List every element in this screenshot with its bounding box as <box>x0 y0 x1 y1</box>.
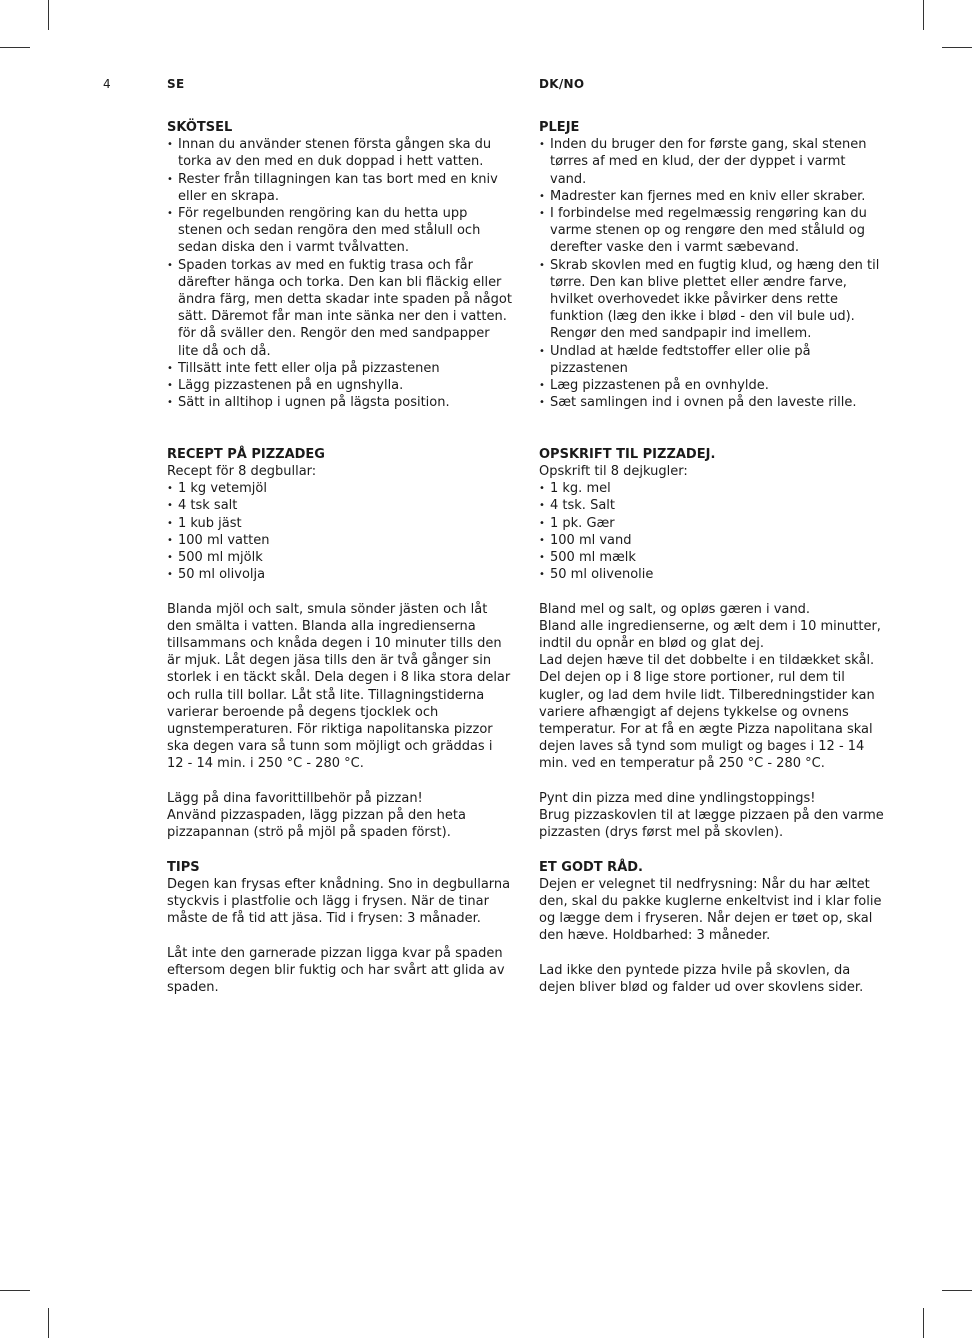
care-section-dk <box>539 119 884 411</box>
tips-section-dk <box>539 859 884 997</box>
list-item: • Undlad at hælde fedtstoffer eller olie på pizzastenen <box>539 343 884 377</box>
list-item: • Madrester kan fjernes med en kniv eller skraber. <box>539 188 884 205</box>
list-item: • 1 kub jäst <box>167 515 512 532</box>
ingredient-list-se <box>167 480 512 583</box>
list-item: • Inden du bruger den for første gang, skal stenen tørres af med en klud, der der dyppet i varmt vand. <box>539 136 884 188</box>
tips-heading-se: TIPS <box>167 859 200 875</box>
list-item: • Innan du använder stenen första gången ska du torka av den med en duk doppad i hett vatten. <box>167 136 512 170</box>
list-item: • 1 kg. mel <box>539 480 884 497</box>
list-item: • 500 ml mjölk <box>167 549 512 566</box>
list-item: • Sätt in alltihop i ugnen på lägsta position. <box>167 394 512 411</box>
recipe-intro-dk: Opskrift til 8 dejkugler: <box>539 464 688 480</box>
list-item: • Spaden torkas av med en fuktig trasa och får därefter hänga och torka. Den kan bli fläckig eller ändra färg, men detta skadar inte spaden på något sätt. Däremot får man inte sänka ner den i vatten. för då sväller den. Rengör den med sandpapper lite då och då. <box>167 257 512 360</box>
tips-paragraph-se: Degen kan frysas efter knådning. Sno in degbullarna styckvis i plastfolie och lägg i frysen. När de tinar måste de få tid att jäsa. Tid i frysen: 3 månader. <box>167 876 511 927</box>
recipe-serve-dk: Pynt din pizza med dine yndlingstoppings! Brug pizzaskovlen til at lægge pizzaen på den varme pizzasten (drys først mel på skovlen). <box>539 790 884 841</box>
recipe-section-dk <box>539 446 884 842</box>
recipe-section-se <box>167 446 512 842</box>
care-heading-se: SKÖTSEL <box>167 120 233 135</box>
list-item: • 100 ml vatten <box>167 532 512 549</box>
list-item: • Lägg pizzastenen på en ugnshylla. <box>167 377 512 394</box>
crop-mark-bottom-left-horizontal <box>0 1290 30 1291</box>
tips-paragraph-dk: Dejen er velegnet til nedfrysning: Når du har æltet den, skal du pakke kuglerne enkeltvist ind i klar folie og lægge dem i fryseren. Når dejen er tøet op, skal den hæve. Holdbarhed: 3 måneder. <box>539 876 882 944</box>
list-item: • Rester från tillagningen kan tas bort med en kniv eller en skrapa. <box>167 171 512 205</box>
recipe-intro-se: Recept för 8 degbullar: <box>167 464 317 480</box>
list-item: • 1 pk. Gær <box>539 515 884 532</box>
list-item: • 100 ml vand <box>539 532 884 549</box>
crop-mark-bottom-right-horizontal <box>942 1290 972 1291</box>
care-heading-dk: PLEJE <box>539 120 580 135</box>
tips-section-se <box>167 859 512 997</box>
list-item: • 50 ml olivenolie <box>539 566 884 583</box>
recipe-serve-se: Lägg på dina favorittillbehör på pizzan! Använd pizzaspaden, lägg pizzan på den heta pizzapannan (strö på mjöl på spaden först). <box>167 790 466 841</box>
list-item: • Sæt samlingen ind i ovnen på den laveste rille. <box>539 394 884 411</box>
list-item: • För regelbunden rengöring kan du hetta upp stenen och sedan rengöra den med stålull och sedan diska den i varmt tvålvatten. <box>167 205 512 257</box>
list-item: • I forbindelse med regelmæssig rengøring kan du varme stenen op og rengøre den med ståluld og derefter vaske den i varmt sæbevand. <box>539 205 884 257</box>
list-item: • Skrab skovlen med en fugtig klud, og hæng den til tørre. Den kan blive plettet eller ændre farve, hvilket overhovedet ikke påvirker dens rette funktion (læg den ikke i blød - den vil bule ud). Rengør den med sandpapir ind imellem. <box>539 257 884 343</box>
list-item: • 4 tsk. Salt <box>539 497 884 514</box>
recipe-heading-dk: OPSKRIFT TIL PIZZADEJ. <box>539 446 716 462</box>
crop-mark-top-left-horizontal <box>0 47 30 48</box>
page-number: 4 <box>103 77 111 91</box>
language-label-se: SE <box>167 77 185 91</box>
recipe-method-se: Blanda mjöl och salt, smula sönder jästen och låt den smälta i vatten. Blanda alla ingredienserna tillsammans och knåda degen i 10 minuter tills den är mjuk. Låt degen jäsa tills den är två gånger sin storlek i en täckt skål. Dela degen i 8 lika stora delar och rulla till bollar. Låt stå lite. Tillagningstiderna varierar beroende på degens tjocklek och ugnstemperaturen. För riktiga napolitanska pizzor ska degen vara så tunn som möjligt och gräddas i 12 - 14 min. i 250 °C - 280 °C. <box>167 601 511 772</box>
list-item: • 50 ml olivolja <box>167 566 512 583</box>
care-list-se <box>167 136 512 411</box>
list-item: • 1 kg vetemjöl <box>167 480 512 497</box>
recipe-method-dk: Bland mel og salt, og opløs gæren i vand. Bland alle ingredienserne, og ælt dem i 10 minutter, indtil du opnår en blød og glat dej. Lad dejen hæve til det dobbelte i en tildækket skål. Del dejen op i 8 lige store portioner, rul dem til kugler, og lad dem hvile lidt. Tilberedningstider kan variere afhængigt af dejens tykkelse og ovnens temperatur. For at få en ægte Pizza napolitana skal dejen laves så tynd som muligt og bages i 12 - 14 min. ved en temperatur på 250 °C - 280 °C. <box>539 601 881 772</box>
ingredient-list-dk <box>539 480 884 583</box>
crop-mark-bottom-right-vertical <box>923 1308 924 1338</box>
crop-mark-top-right-vertical <box>923 0 924 30</box>
care-list-dk <box>539 136 884 411</box>
crop-mark-bottom-left-vertical <box>48 1308 49 1338</box>
crop-mark-top-left-vertical <box>48 0 49 30</box>
column-dk-no <box>539 119 884 996</box>
list-item: • 4 tsk salt <box>167 497 512 514</box>
tips-heading-dk: ET GODT RÅD. <box>539 859 643 875</box>
crop-mark-top-right-horizontal <box>942 47 972 48</box>
tips-paragraph-dk: Lad ikke den pyntede pizza hvile på skovlen, da dejen bliver blød og falder ud over skovlens sider. <box>539 962 864 996</box>
care-section-se <box>167 119 512 411</box>
list-item: • 500 ml mælk <box>539 549 884 566</box>
list-item: • Tillsätt inte fett eller olja på pizzastenen <box>167 360 512 377</box>
recipe-heading-se: RECEPT PÅ PIZZADEG <box>167 446 325 462</box>
language-label-dk-no: DK/NO <box>539 77 585 91</box>
column-se <box>167 119 512 996</box>
list-item: • Læg pizzastenen på en ovnhylde. <box>539 377 884 394</box>
tips-paragraph-se: Låt inte den garnerade pizzan ligga kvar på spaden eftersom degen blir fuktig och har svårt att glida av spaden. <box>167 945 505 996</box>
